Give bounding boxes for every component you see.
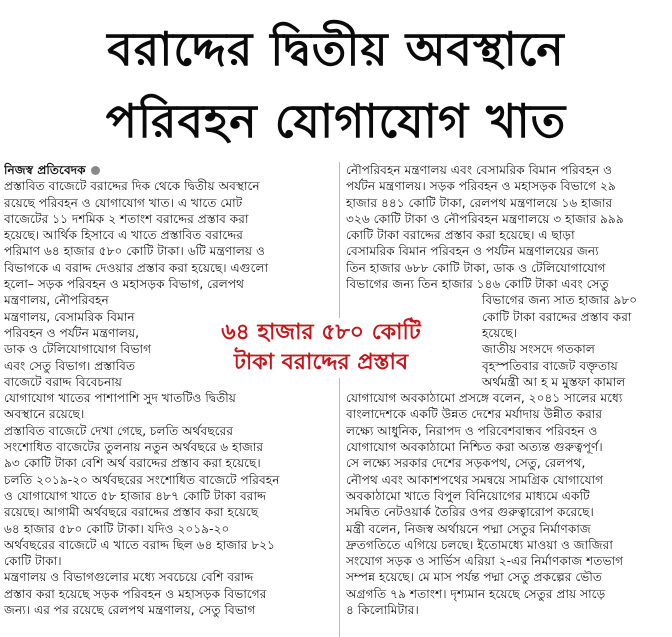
body-line: মন্ত্রণালয়, নৌপরিবহন [4,293,109,308]
body-line: ডাক ও টেলিযোগাযোগ বিভাগ [4,342,152,357]
body-line: বৃহস্পতিবার বাজেট বক্তৃতায় [482,358,618,373]
body-line: অর্থমন্ত্রী আ হ ম মুস্তফা কামাল [482,374,626,389]
body-line: হয়েছে। আর্থিক হিসাবে এ খাতে প্রস্তাবিত বরাদ্দের [4,228,243,243]
body-line: অগ্রগতি ৭৯ শতাংশ। দৃশ্যমান হয়েছে সেতুর প্রায় সাড়ে [346,586,606,601]
body-line: নৌপরিবহন মন্ত্রণালয় এবং বেসামরিক বিমান পরিবহন ও [346,163,613,177]
body-line: হলো– সড়ক পরিবহন ও মহাসড়ক বিভাগ, রেলপথ [4,277,245,292]
body-line: রয়েছে। আগামী অর্থবছরে বরাদ্দের প্রস্তাব করা হয়েছে [4,505,259,520]
body-line: নৌপথ এবং আকাশপথের সমন্বয়ে সামগ্রিক যোগাযোগ [346,472,604,487]
body-line: পরিমাণ ৬৪ হাজার ৫৮০ কোটি টাকা। ৬টি মন্ত্রণালয় ও [4,244,265,259]
body-line: বাংলাদেশকে একটি উন্নত দেশের মর্যাদায় উন্নীত করার [346,407,603,422]
body-line: বাজেটের ১১ দশমিক ২ শতাংশ বরাদ্দের প্রস্তাব করা [4,211,249,226]
body-line: মন্ত্রী বলেন, নিজস্ব অর্থায়নে পদ্মা সেতুর নির্মাণকাজ [346,521,591,536]
body-line: কোটি টাকা। [4,554,62,569]
body-line: বিভাগের জন্য সাত হাজার ৯৮০ [482,293,638,308]
body-line: প্রস্তাবিত বাজেটে দেখা গেছে, চলতি অর্থবছরের [4,423,234,438]
body-line: সম্পন্ন হয়েছে। মে মাস পর্যন্ত পদ্মা সেতু প্রকল্পের ভৌত [346,570,603,585]
bullet-icon [91,166,100,175]
body-line: পরিবহন ও পর্যটন মন্ত্রণালয়, [4,325,139,340]
body-line: চলতি ২০১৯-২০ অর্থবছরের সংশোধিত বাজেটে পরিবহন [4,472,280,487]
pull-quote [196,318,446,378]
body-line: মন্ত্রণালয়, বেসামরিক বিমান [4,309,135,324]
body-line: যোগাযোগ অবকাঠামো নিশ্চিত করা অত্যন্ত গুরুত্বপূর্ণ। [346,440,603,455]
body-line: দ্রুতগতিতে এগিয়ে চলছে। ইতোমধ্যে মাওয়া ও জাজিরা [346,537,613,552]
body-line: ৯৩ কোটি টাকা বেশি অর্থ বরাদ্দের প্রস্তাব করা হয়েছে। [4,456,261,471]
body-line: সমন্বিত নেটওয়ার্ক তৈরির ওপর গুরুত্বারোপ করেছে। [346,505,594,520]
headline-line-1: বরাদ্দের দ্বিতীয় অবস্থানে [107,22,565,76]
body-line: অর্থবছরের বাজেটে এ খাতে বরাদ্দ ছিল ৬৪ হাজার ৮২১ [4,537,276,552]
body-line: প্রস্তাবিত বাজেটে বরাদ্দের দিক থেকে দ্বিতীয় অবস্থানে [4,179,260,194]
body-line: হয়েছে। [482,325,518,340]
body-line: বিভাগকে এ বরাদ্দ দেওয়ার প্রস্তাব করা হয়েছে। এগুলো [4,260,269,275]
article-column-left [4,162,334,618]
body-line: ৪ কিলোমিটার। [346,603,419,618]
body-line: লক্ষ্যে আধুনিক, নিরাপদ ও পরিবেশবান্ধব পরিবহন ও [346,423,598,438]
byline: নিজস্ব প্রতিবেদক [4,162,334,178]
body-line: প্রস্তাব করা হয়েছে সড়ক পরিবহন ও মহাসড়ক বিভাগের [4,586,267,601]
body-line: যোগাযোগ খাতের পাশাপাশি সুদ খাতটিও দ্বিতীয় [4,391,236,406]
body-line: যোগাযোগ অবকাঠামো প্রসঙ্গে বলেন, ২০৪১ সালের মধ্যে [346,391,623,406]
body-line: রয়েছে পরিবহন ও যোগাযোগ খাত। এ খাতে মোট [4,195,243,210]
body-line: ৩২৬ কোটি টাকা ও নৌপরিবহন মন্ত্রণালয়ে ৩ হাজার ৯৯৯ [346,211,624,226]
body-line: অবস্থানে রয়েছে। [4,407,85,422]
body-line: বেসামরিক বিমান পরিবহন ও পর্যটন মন্ত্রণালয়ের জন্য [346,244,599,259]
body-line: বিভাগের জন্য তিন হাজার ১৪৬ কোটি টাকা এবং সেতু [346,277,609,292]
body-line: সংযোগ সড়ক ও সার্ভিস এরিয়া ২-এর নির্মাণকাজ শতভাগ [346,554,624,569]
body-line: তিন হাজার ৬৮৮ কোটি টাকা, ডাক ও টেলিযোগাযোগ [346,260,606,275]
body-line: অবকাঠামো খাতে বিপুল বিনিয়োগের মাধ্যমে একটি [346,488,590,503]
body-line: জাতীয় সংসদে গতকাল [482,342,595,357]
body-line: ৬৪ হাজার ৫৮০ কোটি টাকা। যদিও ২০১৯-২০ [4,521,230,536]
body-line: কোটি টাকা বরাদ্দের প্রস্তাব করা [482,309,632,324]
column-divider [339,162,340,637]
body-line: মন্ত্রণালয় ও বিভাগগুলোর মধ্যে সবচেয়ে বেশি বরাদ্দ [4,570,254,585]
pull-quote-line-1: ৬৪ হাজার ৫৮০ কোটি [221,320,421,345]
body-line: ও যোগাযোগ খাতে ৫৮ হাজার ৪৮৭ কোটি টাকা বরাদ্দ [4,488,267,503]
body-line: সে লক্ষ্যে সরকার দেশের সড়কপথ, সেতু, রেলপথ, [346,456,586,471]
headline-line-2: পরিবহন যোগাযোগ খাত [105,94,567,148]
body-line: জন্য। এর পর রয়েছে রেলপথ মন্ত্রণালয়, সেতু বিভাগ [4,603,256,618]
body-line: কোটি টাকা বরাদ্দের প্রস্তাব করা হয়েছে। এ ছাড়া [346,228,575,243]
article-column-right [346,162,666,618]
body-line: বাজেটে বরাদ্দ বিবেচনায় [4,374,122,389]
pull-quote-line-2: টাকা বরাদ্দের প্রস্তাব [233,350,409,375]
body-line: হাজার ৪৪১ কোটি টাকা, রেলপথ মন্ত্রণালয়ে ১৬ হাজার [346,195,613,210]
body-line: পর্যটন মন্ত্রণালয়। সড়ক পরিবহন ও মহাসড়ক বিভাগে ২৯ [346,179,616,194]
body-line: সংশোধিত বাজেটের তুলনায় নতুন অর্থবছরে ৬ হাজার [4,440,264,455]
body-line: এবং সেতু বিভাগ। প্রস্তাবিত [4,358,136,373]
